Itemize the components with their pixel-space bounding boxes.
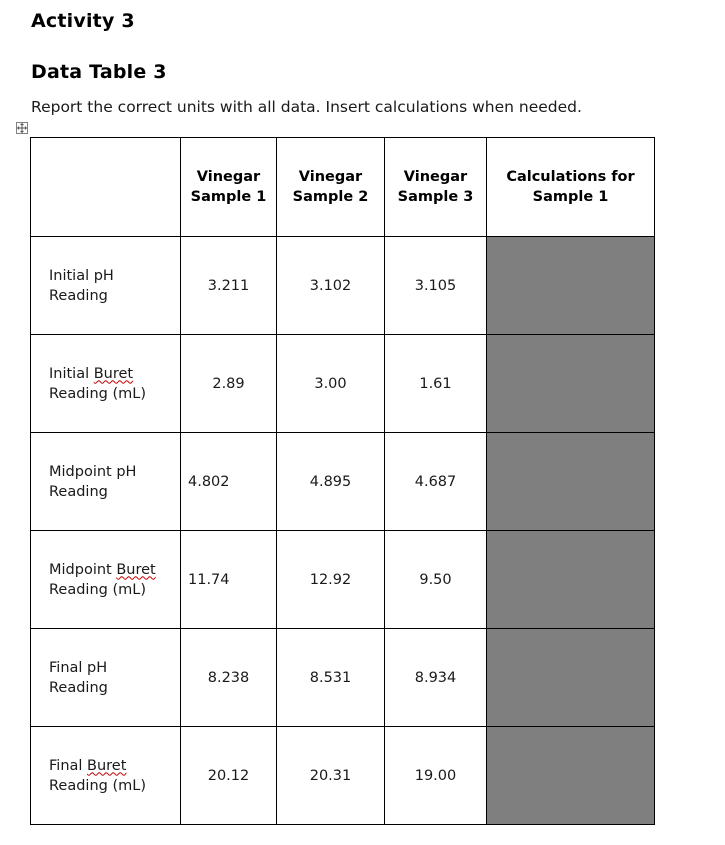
header-cell[interactable]: Calculations for Sample 1 bbox=[487, 138, 655, 237]
value-cell[interactable]: 3.102 bbox=[277, 237, 385, 335]
value-cell[interactable]: 2.89 bbox=[181, 335, 277, 433]
value-cell[interactable]: 8.531 bbox=[277, 629, 385, 727]
table-row bbox=[31, 727, 655, 825]
header-cell[interactable]: Vinegar Sample 2 bbox=[277, 138, 385, 237]
row-label-cell[interactable]: Midpoint pH Reading bbox=[31, 433, 181, 531]
header-cell[interactable]: Vinegar Sample 1 bbox=[181, 138, 277, 237]
value-cell[interactable]: 12.92 bbox=[277, 531, 385, 629]
table-row bbox=[31, 531, 655, 629]
shaded-calculation-cell bbox=[487, 531, 655, 629]
value-cell[interactable]: 1.61 bbox=[385, 335, 487, 433]
row-label-cell[interactable]: Initial pH Reading bbox=[31, 237, 181, 335]
value-cell[interactable]: 8.238 bbox=[181, 629, 277, 727]
shaded-calculation-cell bbox=[487, 237, 655, 335]
value-cell[interactable]: 4.687 bbox=[385, 433, 487, 531]
shaded-calculation-cell bbox=[487, 335, 655, 433]
row-label-cell[interactable]: Midpoint Buret Reading (mL) bbox=[31, 531, 181, 629]
table-title: Data Table 3 bbox=[31, 61, 167, 83]
value-cell[interactable]: 8.934 bbox=[385, 629, 487, 727]
value-cell[interactable]: 20.12 bbox=[181, 727, 277, 825]
table-row bbox=[31, 433, 655, 531]
value-cell[interactable]: 19.00 bbox=[385, 727, 487, 825]
row-label-cell[interactable]: Final pH Reading bbox=[31, 629, 181, 727]
row-label-cell[interactable]: Initial Buret Reading (mL) bbox=[31, 335, 181, 433]
shaded-calculation-cell bbox=[487, 727, 655, 825]
move-arrows-icon bbox=[17, 123, 27, 133]
value-cell[interactable]: 3.00 bbox=[277, 335, 385, 433]
value-cell[interactable]: 3.211 bbox=[181, 237, 277, 335]
shaded-calculation-cell bbox=[487, 433, 655, 531]
activity-title: Activity 3 bbox=[31, 10, 135, 32]
value-cell[interactable]: 3.105 bbox=[385, 237, 487, 335]
spellcheck-word: Buret bbox=[93, 365, 134, 382]
value-cell[interactable]: 4.895 bbox=[277, 433, 385, 531]
header-cell-empty[interactable] bbox=[31, 138, 181, 237]
row-label-cell[interactable]: Final Buret Reading (mL) bbox=[31, 727, 181, 825]
spellcheck-word: Buret bbox=[116, 561, 156, 578]
table-row bbox=[31, 335, 655, 433]
shaded-calculation-cell bbox=[487, 629, 655, 727]
header-cell[interactable]: Vinegar Sample 3 bbox=[385, 138, 487, 237]
value-cell[interactable]: 4.802 bbox=[181, 433, 277, 531]
data-table-3 bbox=[30, 137, 655, 825]
table-row bbox=[31, 629, 655, 727]
value-cell[interactable]: 11.74 bbox=[181, 531, 277, 629]
value-cell[interactable]: 9.50 bbox=[385, 531, 487, 629]
spellcheck-word: Buret bbox=[87, 757, 127, 774]
value-cell[interactable]: 20.31 bbox=[277, 727, 385, 825]
table-move-handle-icon[interactable] bbox=[16, 122, 28, 134]
instructions-text: Report the correct units with all data. Insert calculations when needed. bbox=[31, 98, 582, 116]
table-row bbox=[31, 237, 655, 335]
table-header-row bbox=[31, 138, 655, 237]
